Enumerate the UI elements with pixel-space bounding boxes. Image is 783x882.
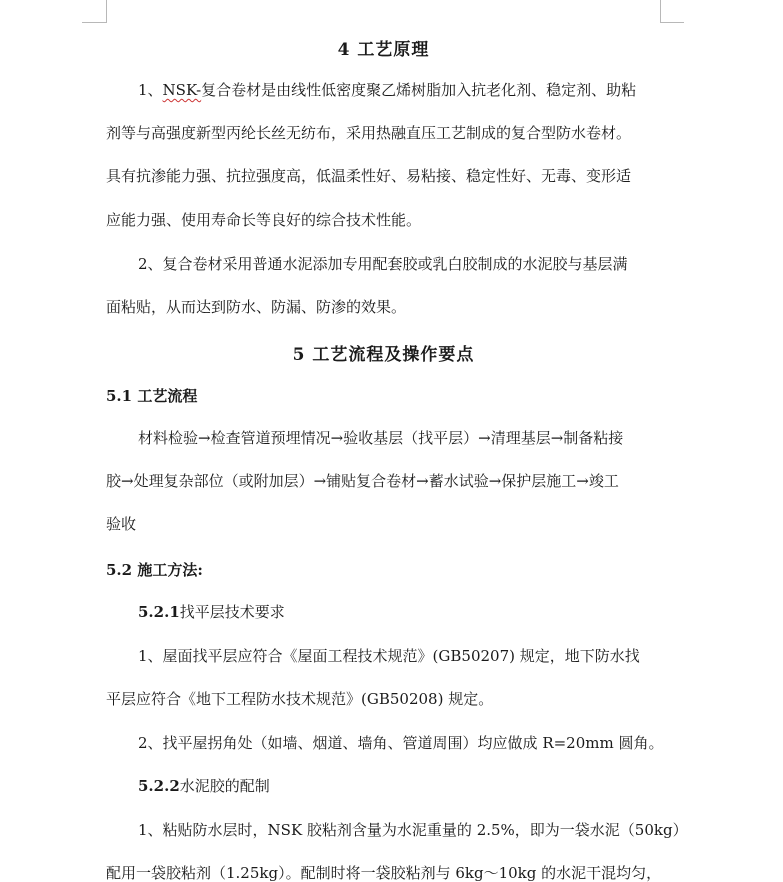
- paragraph-5-2-1-1-line-1: 1、屋面找平层应符合《屋面工程技术规范》(GB50207) 规定，地下防水找: [138, 647, 640, 665]
- paragraph-4-2-line-1: 2、复合卷材采用普通水泥添加专用配套胶或乳白胶制成的水泥胶与基层满: [138, 255, 628, 273]
- paragraph-4-1-line-2: 剂等与高强度新型丙纶长丝无纺布，采用热融直压工艺制成的复合型防水卷材。: [106, 124, 632, 142]
- section-4-heading: 4 工艺原理: [337, 40, 430, 60]
- subsection-5-2-heading: 5.2 施工方法:: [106, 561, 203, 579]
- paragraph-4-2-line-2: 面粘贴，从而达到防水、防漏、防渗的效果。: [106, 298, 407, 316]
- process-flow-line-2: 胶→处理复杂部位（或附加层）→铺贴复合卷材→蓄水试验→保护层施工→竣工: [106, 472, 619, 490]
- paragraph-5-2-1-2-line-1: 2、找平屋拐角处（如墙、烟道、墙角、管道周围）均应做成 R=20mm 圆角。: [138, 734, 664, 752]
- paragraph-number: 1、: [138, 81, 163, 99]
- page-corner-mark-left-vertical: [106, 0, 107, 23]
- page-corner-mark-right-vertical: [660, 0, 661, 23]
- subsection-number: 5.2.1: [138, 603, 180, 621]
- process-flow-line-3: 验收: [106, 515, 137, 533]
- paragraph-4-1-line-4: 应能力强、使用寿命长等良好的综合技术性能。: [106, 211, 422, 229]
- paragraph-5-2-2-1-line-1: 1、粘贴防水层时，NSK 胶粘剂含量为水泥重量的 2.5%，即为一袋水泥（50kg）: [138, 821, 688, 839]
- subsection-number: 5.2.2: [138, 777, 180, 795]
- subsection-title: 水泥胶的配制: [179, 777, 270, 795]
- paragraph-5-2-1-1-line-2: 平层应符合《地下工程防水技术规范》(GB50208) 规定。: [106, 690, 494, 708]
- paragraph-5-2-2-1-line-2: 配用一袋胶粘剂（1.25kg）。配制时将一袋胶粘剂与 6kg～10kg 的水泥干混均匀，: [106, 864, 662, 882]
- subsection-title: 找平层技术要求: [179, 603, 285, 621]
- paragraph-4-1-line-3: 具有抗渗能力强、抗拉强度高，低温柔性好、易粘接、稳定性好、无毒、变形适: [106, 167, 632, 185]
- subsection-5-2-1-heading: [138, 602, 285, 622]
- page-corner-mark-left: [82, 22, 106, 23]
- process-flow-line-1: 材料检验→检查管道预埋情况→验收基层（找平层）→清理基层→制备粘接: [138, 429, 624, 447]
- page-corner-mark-right: [660, 22, 684, 23]
- paragraph-4-1-line-1: [138, 80, 636, 100]
- section-5-heading: 5 工艺流程及操作要点: [292, 345, 475, 365]
- paragraph-text: 复合卷材是由线性低密度聚乙烯树脂加入抗老化剂、稳定剂、助粘: [201, 81, 637, 99]
- spellcheck-underline-nsk: NSK-: [162, 81, 202, 99]
- subsection-5-2-2-heading: [138, 776, 270, 796]
- subsection-5-1-heading: 5.1 工艺流程: [106, 387, 198, 405]
